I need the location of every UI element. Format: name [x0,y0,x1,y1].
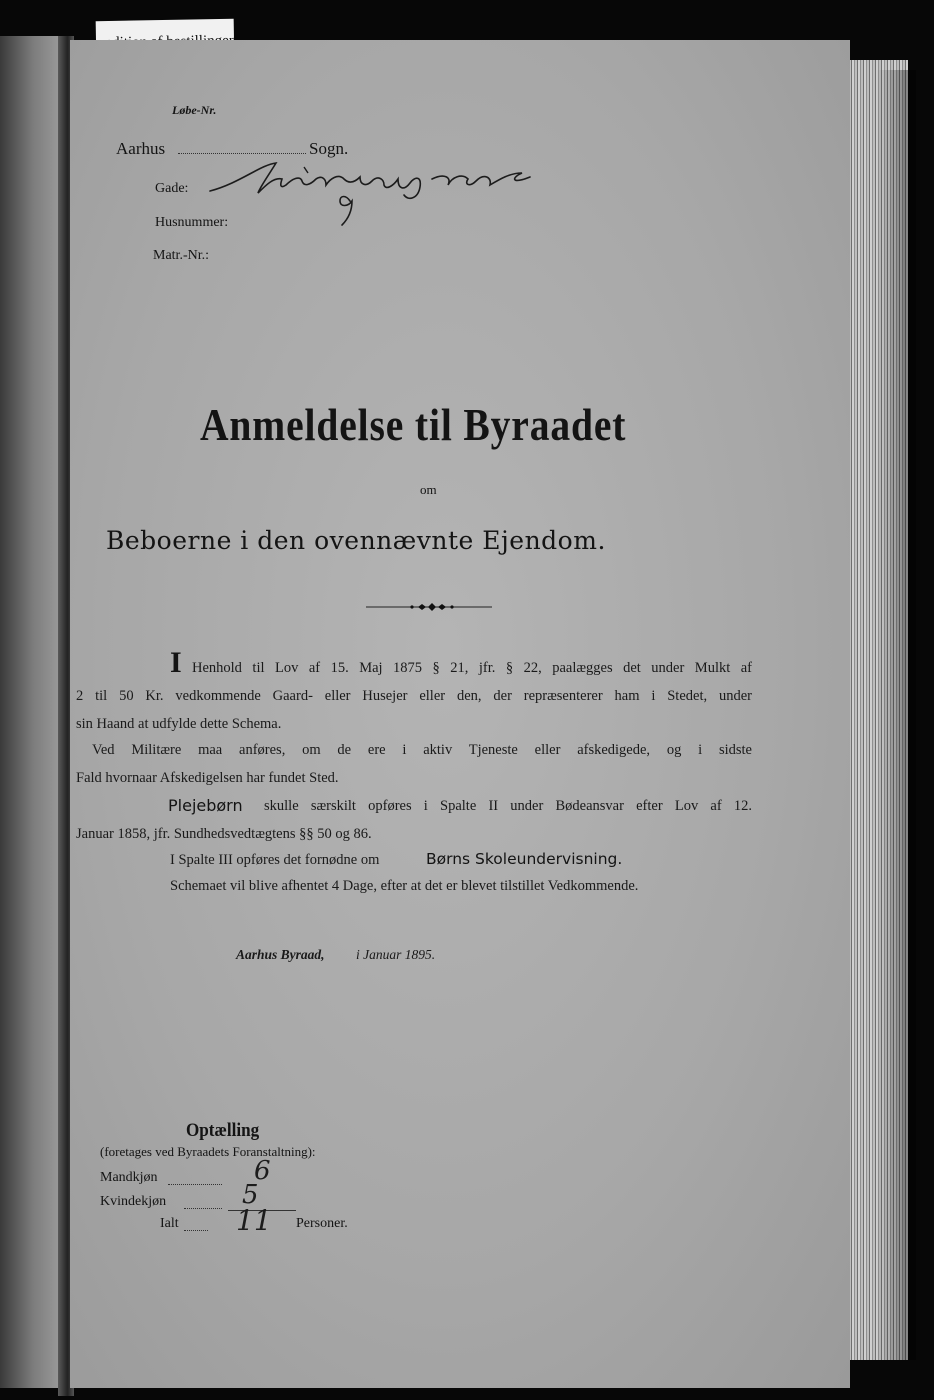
mandkjon-value: 6 [254,1156,271,1186]
paragraph-3-line-1: skulle særskilt opføres i Spalte II under Bødeansvar efter Lov af 12. [264,798,752,814]
document-page [70,40,850,1388]
gade-label: Gade: [155,181,189,196]
paragraph-2-line-1: Ved Militære maa anføres, om de ere i aktiv Tjeneste eller afskedigede, og i sidste [92,742,752,758]
loebe-nr-label: Løbe-Nr. [172,103,217,117]
drop-cap: I [170,646,182,679]
document-title: Anmeldelse til Byraadet [200,399,627,450]
count-note: (foretages ved Byraadets Foranstaltning): [100,1144,316,1159]
skoleundervisning-emphasis: Børns Skoleundervisning. [426,850,623,868]
paragraph-3-line-2: Januar 1858, jfr. Sundhedsvedtægtens §§ 50 og 86. [76,826,372,842]
paragraph-1-line-2: 2 til 50 Kr. vedkommende Gaard- eller Husejer eller den, der repræsenterer ham i Stedet, under [76,688,752,704]
personer-label: Personer. [296,1216,348,1231]
ialt-label: Ialt [160,1216,179,1231]
date: i Januar 1895. [356,947,436,962]
document-subtitle: Beboerne i den ovennævnte Ejendom. [106,526,606,555]
husnummer-label: Husnummer: [155,215,229,230]
paragraph-1-line-1: Henhold til Lov af 15. Maj 1875 § 21, jfr. § 22, paalægges det under Mulkt af [192,660,752,676]
matr-nr-label: Matr.-Nr.: [153,248,209,263]
mandkjon-label: Mandkjøn [100,1170,158,1185]
sogn-dotted-line [178,153,306,154]
city-label: Aarhus [116,139,166,158]
paragraph-4-text: I Spalte III opføres det fornødne om [170,852,380,868]
ornamental-divider [366,600,492,614]
ialt-value: 11 [236,1204,272,1237]
paragraph-5: Schemaet vil blive afhentet 4 Dage, efter at det er blevet tilstillet Vedkommende. [170,878,639,894]
paragraph-1-line-3: sin Haand at udfylde dette Schema. [76,716,282,732]
left-page-edge [0,36,60,1388]
handwritten-gade-value [200,155,550,230]
count-heading: Optælling [186,1120,260,1141]
signature: Aarhus Byraad, [236,947,325,962]
kvindekjon-label: Kvindekjøn [100,1194,167,1209]
om-label: om [420,482,437,497]
kvindekjon-value: 5 [242,1180,259,1210]
sogn-label: Sogn. [309,139,349,158]
paragraph-2-line-2: Fald hvornaar Afskedigelsen har fundet Sted. [76,770,339,786]
plejeborn-emphasis: Plejebørn [168,796,243,815]
